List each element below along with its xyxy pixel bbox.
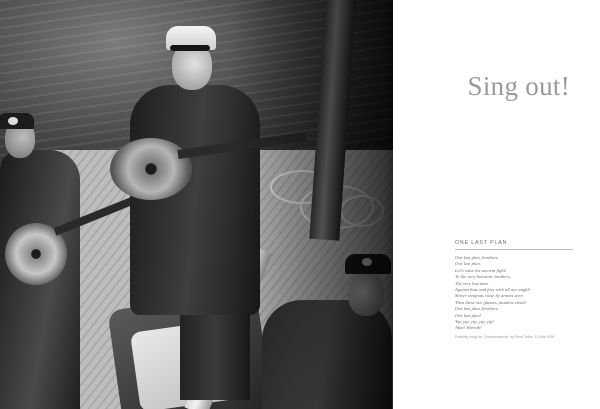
poem-block xyxy=(455,240,573,339)
poem-credit: Festivity song for "Gressismanna" by Ernst Talbe, 10 Mai 1936 xyxy=(455,334,555,339)
poem-line: Yip, yip, yip, yip, yip! xyxy=(455,319,494,325)
poem-heading: ONE LAST PLAN xyxy=(455,240,573,250)
poem-line: Ahoi! Hurrah! xyxy=(455,325,482,331)
page-title: Sing out! xyxy=(467,71,570,101)
poem-line: Shiver weapons raise by armies seen xyxy=(455,293,523,299)
text-page xyxy=(393,0,600,409)
poem-lines xyxy=(455,255,573,332)
poem-line: Let's raise the ancient fight! xyxy=(455,267,507,273)
cap-peak xyxy=(170,45,210,51)
poem-line: One last plan! xyxy=(455,312,482,318)
poem-line: Against hate and fury with all our might! xyxy=(455,287,531,293)
poem-line: The very last man. xyxy=(455,280,489,286)
photo-shadow xyxy=(230,0,393,409)
guitar xyxy=(110,138,192,200)
poem-line: One last plan, brothers, xyxy=(455,306,499,312)
poem-line: Then these our glasses, muskets clean! xyxy=(455,299,527,305)
cap-badge-icon xyxy=(8,117,18,125)
poem-line: To the very last man, brothers, xyxy=(455,274,511,280)
poem-line: One last plan, brothers, xyxy=(455,255,499,260)
poem-line: One last plan. xyxy=(455,261,481,267)
